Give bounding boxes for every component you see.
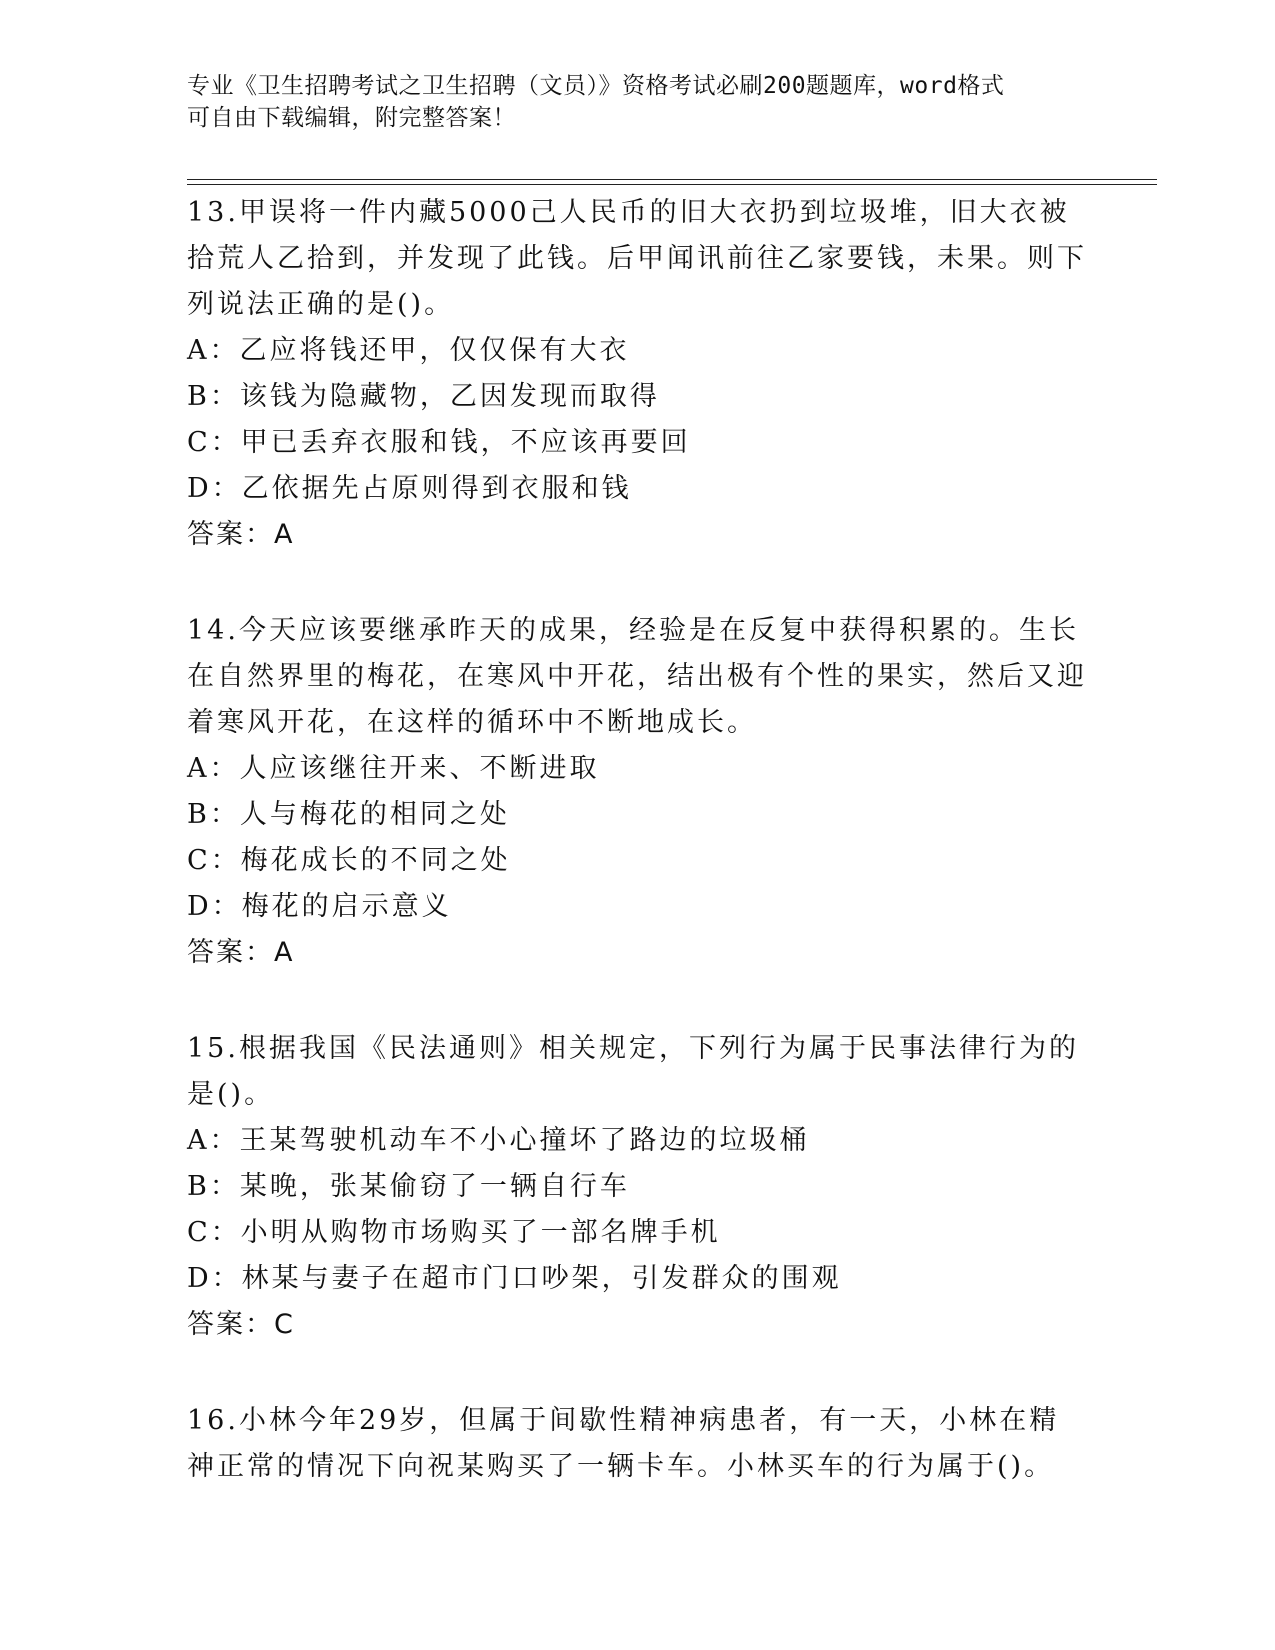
option-a: A：人应该继往开来、不断进取 <box>187 753 600 784</box>
option-b: B：某晚，张某偷窃了一辆自行车 <box>187 1171 630 1202</box>
header-line-1: 专业《卫生招聘考试之卫生招聘（文员）》资格考试必刷200题题库，word格式 <box>187 73 1005 99</box>
question-13 <box>187 190 1087 558</box>
question-15 <box>187 1026 1087 1348</box>
option-d: D：梅花的启示意义 <box>187 891 452 922</box>
header-divider-top <box>187 179 1157 180</box>
question-14 <box>187 608 1087 976</box>
option-a: A：乙应将钱还甲，仅仅保有大衣 <box>187 335 630 366</box>
question-stem: 15.根据我国《民法通则》相关规定，下列行为属于民事法律行为的是()。 <box>187 1033 1079 1110</box>
option-b: B：该钱为隐藏物，乙因发现而取得 <box>187 381 660 412</box>
option-d: D：乙依据先占原则得到衣服和钱 <box>187 473 632 504</box>
answer-line: 答案：A <box>187 937 295 968</box>
option-c: C：梅花成长的不同之处 <box>187 845 511 876</box>
answer-line: 答案：A <box>187 519 295 550</box>
option-c: C：甲已丢弃衣服和钱，不应该再要回 <box>187 427 691 458</box>
answer-line: 答案：C <box>187 1309 295 1340</box>
question-list <box>187 190 1087 1540</box>
document-header <box>187 70 1067 134</box>
option-b: B：人与梅花的相同之处 <box>187 799 510 830</box>
option-a: A：王某驾驶机动车不小心撞坏了路边的垃圾桶 <box>187 1125 810 1156</box>
header-line-2: 可自由下载编辑，附完整答案！ <box>187 105 516 131</box>
question-16 <box>187 1398 1087 1490</box>
question-stem: 13.甲误将一件内藏5000己人民币的旧大衣扔到垃圾堆，旧大衣被拾荒人乙拾到，并发现了此钱。后甲闻讯前往乙家要钱，未果。则下列说法正确的是()。 <box>187 197 1087 320</box>
option-c: C：小明从购物市场购买了一部名牌手机 <box>187 1217 721 1248</box>
header-divider-bottom <box>187 184 1157 185</box>
option-d: D：林某与妻子在超市门口吵架，引发群众的围观 <box>187 1263 842 1294</box>
question-stem: 14.今天应该要继承昨天的成果，经验是在反复中获得积累的。生长在自然界里的梅花，在寒风中开花，结出极有个性的果实，然后又迎着寒风开花，在这样的循环中不断地成长。 <box>187 615 1087 738</box>
question-stem: 16.小林今年29岁，但属于间歇性精神病患者，有一天，小林在精神正常的情况下向祝某购买了一辆卡车。小林买车的行为属于()。 <box>187 1405 1060 1482</box>
